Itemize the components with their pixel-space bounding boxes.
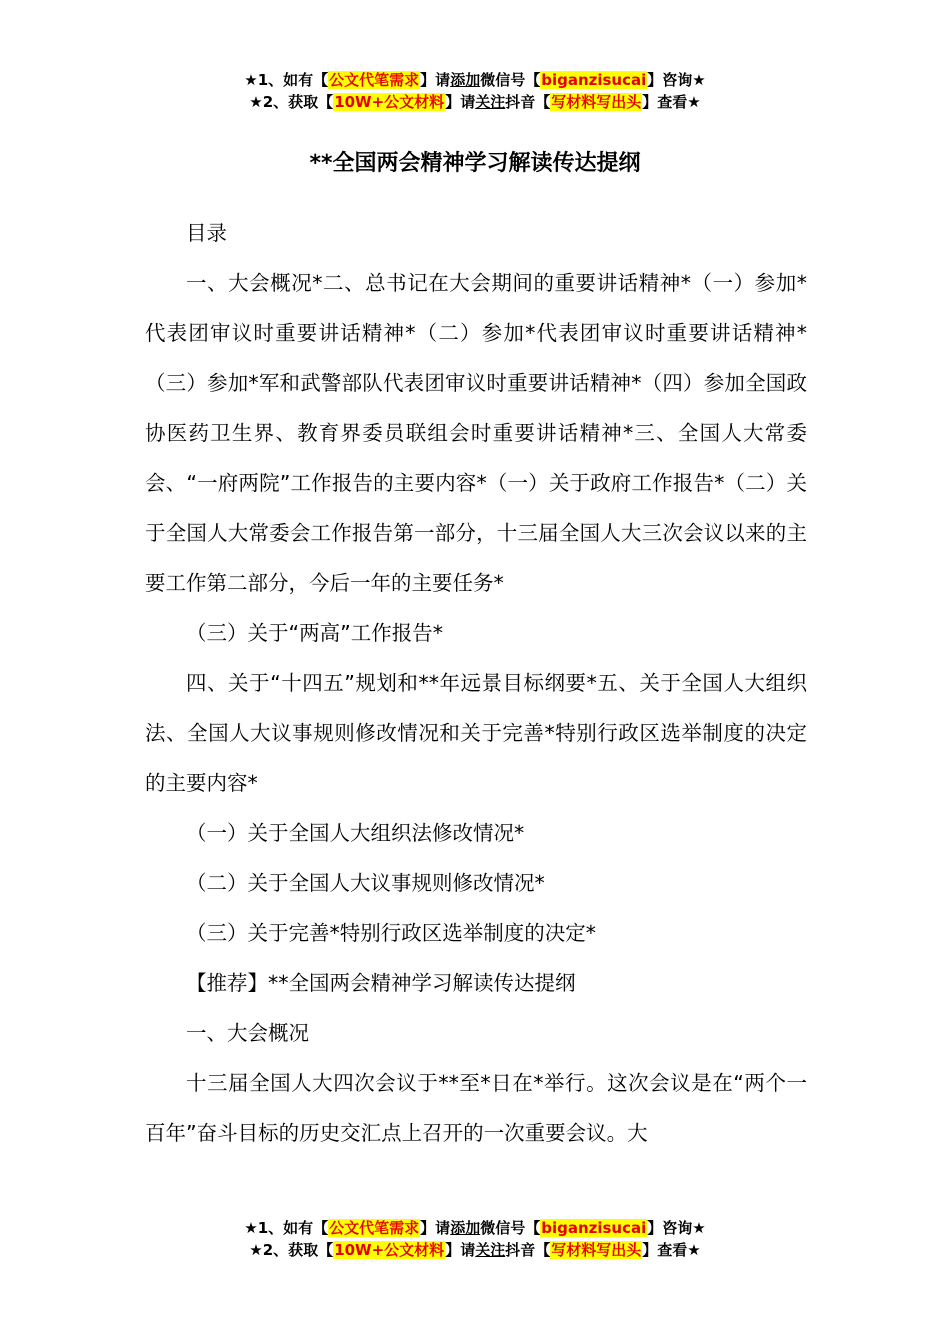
highlight-douyin-account: 写材料写出头 [551,93,642,111]
paragraph: （三）关于完善*特别行政区选举制度的决定* [186,921,596,945]
paragraph: 一、大会概况 [186,1021,309,1045]
highlight-materials: 10W+公文材料 [334,93,445,111]
banner-line-2: ★2、获取【10W+公文材料】请关注抖音【写材料写出头】查看★ [249,93,701,111]
paragraph: 目录 [186,221,227,245]
paragraph: （三）关于“两高”工作报告* [186,621,443,645]
footer-banner [0,1217,950,1261]
banner-line-1: ★1、如有【公文代笔需求】请添加微信号【biganzisucai】咨询★ [244,1219,706,1237]
paragraph: 十三届全国人大四次会议于**至*日在*举行。这次会议是在“两个一百年”奋斗目标的历史交汇点上召开的一次重要会议。大 [145,1071,807,1145]
highlight-wechat-id: biganzisucai [541,1219,647,1237]
highlight-service: 公文代笔需求 [329,1219,420,1237]
paragraph: 一、大会概况*二、总书记在大会期间的重要讲话精神*（一）参加*代表团审议时重要讲话精神*（二）参加*代表团审议时重要讲话精神*（三）参加*军和武警部队代表团审议时重要讲话精神*（四）参加全国政协医药卫生界、教育界委员联组会时重要讲话精神*三、全国人大常委会、“一府两院”工作报告的主要内容*（一）关于政府工作报告*（二）关于全国人大常委会工作报告第一部分，十三届全国人大三次会议以来的主要工作第二部分，今后一年的主要任务* [145,271,807,595]
highlight-douyin-account: 写材料写出头 [551,1241,642,1259]
paragraph: （一）关于全国人大组织法修改情况* [186,821,525,845]
banner-line-2: ★2、获取【10W+公文材料】请关注抖音【写材料写出头】查看★ [249,1241,701,1259]
header-banner [0,69,950,113]
highlight-service: 公文代笔需求 [329,71,420,89]
paragraph: 四、关于“十四五”规划和**年远景目标纲要*五、关于全国人大组织法、全国人大议事规则修改情况和关于完善*特别行政区选举制度的决定的主要内容* [145,671,807,795]
document-body [145,208,807,1158]
banner-line-1: ★1、如有【公文代笔需求】请添加微信号【biganzisucai】咨询★ [244,71,706,89]
highlight-materials: 10W+公文材料 [334,1241,445,1259]
highlight-wechat-id: biganzisucai [541,71,647,89]
paragraph: 【推荐】**全国两会精神学习解读传达提纲 [186,971,576,995]
document-title: **全国两会精神学习解读传达提纲 [309,151,641,176]
paragraph: （二）关于全国人大议事规则修改情况* [186,871,545,895]
